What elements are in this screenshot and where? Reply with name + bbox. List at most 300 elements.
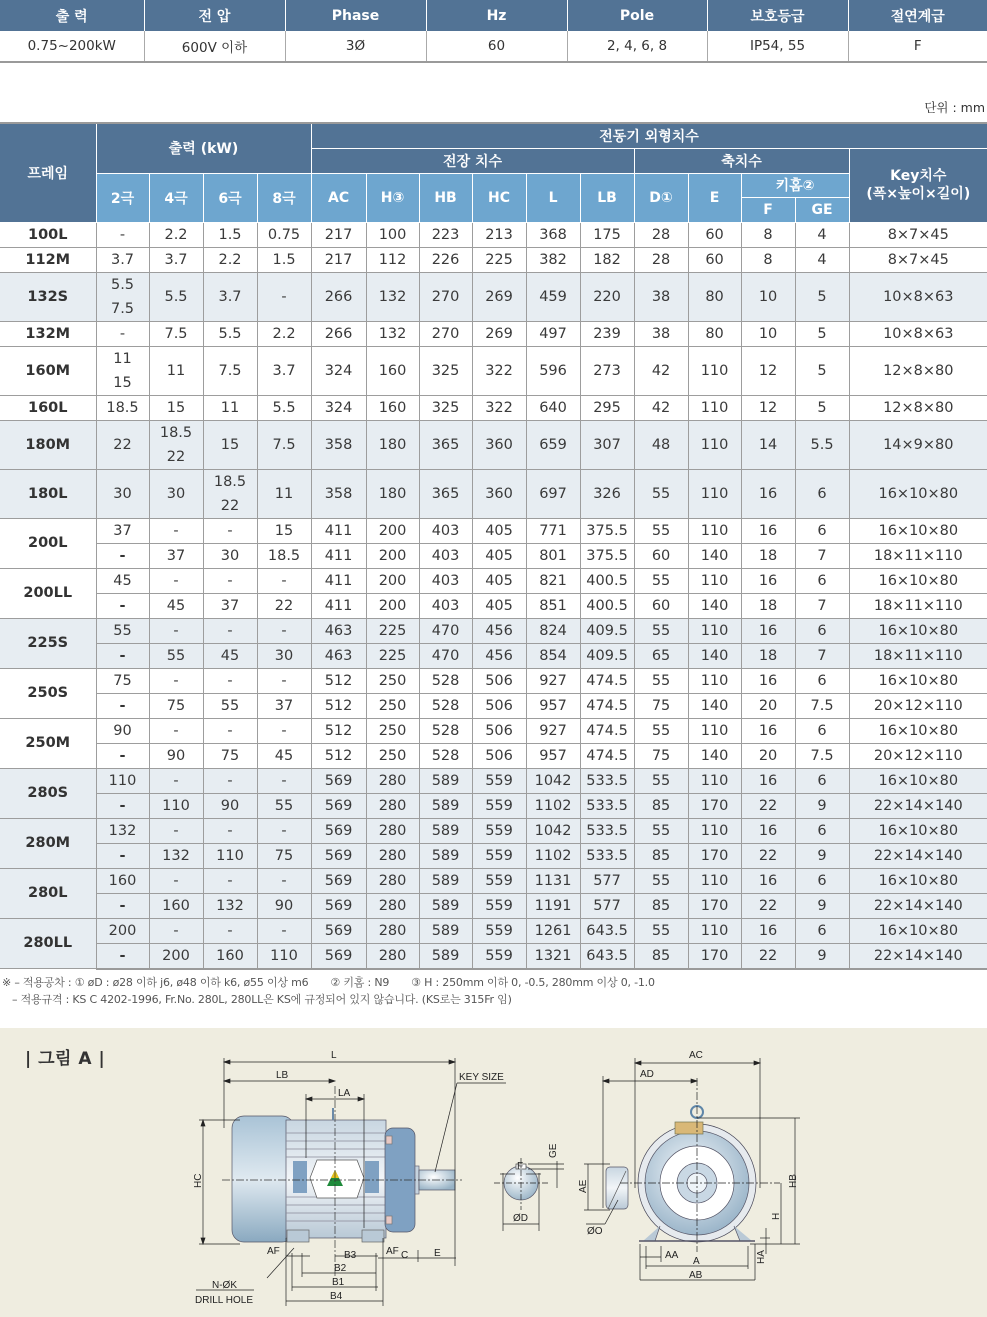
cell-h: 250: [366, 718, 419, 743]
header-key-size: [849, 148, 987, 222]
frame-cell: 200LL: [0, 568, 96, 618]
cell-hc: 559: [472, 768, 526, 793]
cell-f: 8: [741, 247, 795, 272]
cell-h: 250: [366, 668, 419, 693]
unit-label: 단위 : mm: [924, 100, 985, 115]
cell-p6: 132: [203, 893, 257, 918]
cell-e: 110: [688, 918, 741, 943]
label-ge: GE: [548, 1143, 559, 1158]
cell-ge: 5: [795, 395, 849, 420]
frame-cell: 100L: [0, 222, 96, 247]
cell-ge: 6: [795, 768, 849, 793]
cell-p4: -: [149, 918, 203, 943]
cell-ge: 6: [795, 818, 849, 843]
spec-hz: 60: [426, 31, 567, 62]
cell-ac: 217: [311, 222, 366, 247]
table-row: [0, 593, 987, 618]
cell-hc: 405: [472, 568, 526, 593]
cell-hb: 528: [419, 743, 472, 768]
cell-l: 459: [526, 272, 580, 321]
motor-dimension-drawing: [0, 1028, 987, 1317]
cell-p8: 1.5: [257, 247, 311, 272]
header-hb: HB: [419, 173, 472, 222]
cell-p4: -: [149, 668, 203, 693]
cell-f: 16: [741, 518, 795, 543]
cell-p6: -: [203, 718, 257, 743]
cell-p2: -: [96, 593, 149, 618]
cell-lb: 474.5: [580, 718, 634, 743]
cell-hb: 226: [419, 247, 472, 272]
cell-ge: 7: [795, 543, 849, 568]
cell-p8: 110: [257, 943, 311, 969]
cell-p2: 22: [96, 420, 149, 469]
label-b1: B1: [332, 1277, 345, 1288]
cell-p2: -: [96, 843, 149, 868]
cell-lb: 239: [580, 321, 634, 346]
cell-h: 250: [366, 743, 419, 768]
cell-d: 55: [634, 718, 688, 743]
cell-hc: 559: [472, 893, 526, 918]
cell-h: 280: [366, 793, 419, 818]
cell-key: 16×10×80: [849, 469, 987, 518]
cell-p4: 5.5: [149, 272, 203, 321]
header-hc: HC: [472, 173, 526, 222]
cell-ac: 358: [311, 420, 366, 469]
cell-f: 22: [741, 893, 795, 918]
cell-key: 20×12×110: [849, 743, 987, 768]
cell-p4: 75: [149, 693, 203, 718]
cell-e: 110: [688, 668, 741, 693]
table-row: [0, 346, 987, 395]
cell-ac: 569: [311, 793, 366, 818]
cell-p8: 11: [257, 469, 311, 518]
cell-l: 824: [526, 618, 580, 643]
cell-ac: 512: [311, 668, 366, 693]
cell-hb: 365: [419, 420, 472, 469]
cell-lb: 273: [580, 346, 634, 395]
cell-ac: 411: [311, 568, 366, 593]
cell-hc: 559: [472, 793, 526, 818]
cell-p4: 15: [149, 395, 203, 420]
header-keyway-group: 키홈②: [741, 173, 849, 197]
cell-ge: 4: [795, 247, 849, 272]
shaft-section-view: [494, 1158, 564, 1231]
cell-key: 10×8×63: [849, 321, 987, 346]
table-row: [0, 668, 987, 693]
cell-p4: -: [149, 518, 203, 543]
cell-d: 55: [634, 818, 688, 843]
cell-p2: -: [96, 643, 149, 668]
cell-lb: 533.5: [580, 843, 634, 868]
cell-l: 1102: [526, 793, 580, 818]
cell-p2: [96, 346, 149, 395]
cell-hb: 589: [419, 843, 472, 868]
cell-ac: 569: [311, 868, 366, 893]
cell-key: 22×14×140: [849, 943, 987, 969]
cell-d: 85: [634, 793, 688, 818]
cell-p6: 37: [203, 593, 257, 618]
cell-p4: 37: [149, 543, 203, 568]
cell-ge: 5: [795, 272, 849, 321]
table-row: [0, 469, 987, 518]
label-la: LA: [338, 1088, 351, 1099]
cell-p2-line: 11: [113, 350, 132, 367]
note-standard: – 적용규격 : KS C 4202-1996, Fr.No. 280L, 280LL은 KS에 규정되어 있지 않습니다. (KS로는 315Fr 임): [12, 992, 512, 1006]
cell-p8: 75: [257, 843, 311, 868]
cell-l: 927: [526, 668, 580, 693]
cell-p6: 75: [203, 743, 257, 768]
label-ac: AC: [689, 1050, 703, 1061]
cell-key: 12×8×80: [849, 395, 987, 420]
cell-ac: 266: [311, 321, 366, 346]
cell-p4: -: [149, 768, 203, 793]
cell-p2: -: [96, 222, 149, 247]
cell-hb: 270: [419, 321, 472, 346]
cell-f: 12: [741, 346, 795, 395]
cell-h: 280: [366, 943, 419, 969]
cell-f: 18: [741, 543, 795, 568]
header-output-group: 출력 (kW): [96, 123, 311, 173]
cell-lb: 577: [580, 893, 634, 918]
label-b4: B4: [330, 1291, 343, 1302]
label-ae: AE: [578, 1179, 589, 1193]
cell-f: 18: [741, 643, 795, 668]
cell-p6: 11: [203, 395, 257, 420]
dimension-table-body: [0, 222, 987, 969]
cell-hb: 325: [419, 346, 472, 395]
cell-p8: -: [257, 618, 311, 643]
cell-lb: 409.5: [580, 618, 634, 643]
spec-phase: 3Ø: [285, 31, 426, 62]
header-e: E: [688, 173, 741, 222]
cell-ac: 569: [311, 818, 366, 843]
cell-p8: 30: [257, 643, 311, 668]
eyebolt-shape: [332, 1108, 334, 1120]
cell-e: 110: [688, 469, 741, 518]
spec-pole: 2, 4, 6, 8: [567, 31, 707, 62]
cell-key: 22×14×140: [849, 893, 987, 918]
cell-p2: 200: [96, 918, 149, 943]
label-lb: LB: [276, 1070, 289, 1081]
frame-cell: 280L: [0, 868, 96, 918]
cell-key: 8×7×45: [849, 247, 987, 272]
label-hb: HB: [788, 1174, 799, 1188]
spec-output: 0.75~200kW: [0, 31, 144, 62]
cell-ac: 463: [311, 643, 366, 668]
label-drill-count: N-ØK: [212, 1280, 237, 1291]
cell-d: 42: [634, 346, 688, 395]
spec-header-voltage: 전 압: [144, 0, 285, 31]
header-key-size-title: Key치수: [890, 168, 947, 184]
cell-f: 16: [741, 868, 795, 893]
cell-p6: -: [203, 518, 257, 543]
cell-d: 75: [634, 743, 688, 768]
cell-p6: 45: [203, 643, 257, 668]
cell-p4-line: 22: [166, 448, 186, 465]
cell-hb: 589: [419, 893, 472, 918]
cell-p6: 3.7: [203, 272, 257, 321]
notes: [2, 975, 655, 1008]
cell-key: 22×14×140: [849, 843, 987, 868]
cell-p8: -: [257, 718, 311, 743]
cell-p4: 55: [149, 643, 203, 668]
cell-hb: 325: [419, 395, 472, 420]
cell-ac: 411: [311, 543, 366, 568]
cell-lb: 175: [580, 222, 634, 247]
cell-p6: 55: [203, 693, 257, 718]
cell-h: 280: [366, 868, 419, 893]
cell-e: 60: [688, 222, 741, 247]
cell-p4: 90: [149, 743, 203, 768]
cell-l: 596: [526, 346, 580, 395]
cell-p8: 37: [257, 693, 311, 718]
frame-cell: 132M: [0, 321, 96, 346]
cell-p2: -: [96, 943, 149, 969]
cell-ge: 9: [795, 793, 849, 818]
header-pole-6: 6극: [203, 173, 257, 222]
cell-p2: -: [96, 893, 149, 918]
cell-p8: -: [257, 918, 311, 943]
cell-f: 20: [741, 693, 795, 718]
cell-h: 180: [366, 469, 419, 518]
cell-ac: 463: [311, 618, 366, 643]
cell-p6: -: [203, 918, 257, 943]
cell-key: 18×11×110: [849, 643, 987, 668]
cell-l: 1261: [526, 918, 580, 943]
cell-hb: 470: [419, 618, 472, 643]
cell-f: 16: [741, 718, 795, 743]
cell-e: 110: [688, 518, 741, 543]
cell-hc: 506: [472, 718, 526, 743]
cell-hc: 405: [472, 543, 526, 568]
cell-e: 80: [688, 321, 741, 346]
cell-p4: 200: [149, 943, 203, 969]
table-row: [0, 395, 987, 420]
cell-p2: 75: [96, 668, 149, 693]
cell-hb: 589: [419, 768, 472, 793]
cell-e: 170: [688, 793, 741, 818]
cell-f: 10: [741, 272, 795, 321]
cell-lb: 400.5: [580, 593, 634, 618]
cell-e: 110: [688, 768, 741, 793]
cell-d: 42: [634, 395, 688, 420]
cell-p4: 45: [149, 593, 203, 618]
table-row: [0, 420, 987, 469]
figure-title: | 그림 A |: [25, 1049, 106, 1069]
cell-p6: -: [203, 568, 257, 593]
cell-p8: 45: [257, 743, 311, 768]
cell-f: 12: [741, 395, 795, 420]
cell-h: 225: [366, 618, 419, 643]
cell-hb: 403: [419, 568, 472, 593]
cell-d: 55: [634, 768, 688, 793]
cell-d: 65: [634, 643, 688, 668]
cell-key: 16×10×80: [849, 818, 987, 843]
spec-insulation: F: [848, 31, 987, 62]
cell-h: 200: [366, 593, 419, 618]
cell-p8: 0.75: [257, 222, 311, 247]
cell-p2: -: [96, 321, 149, 346]
cell-l: 851: [526, 593, 580, 618]
cell-lb: 220: [580, 272, 634, 321]
cell-f: 22: [741, 793, 795, 818]
cell-f: 18: [741, 593, 795, 618]
spec-protection: IP54, 55: [707, 31, 848, 62]
cell-ac: 217: [311, 247, 366, 272]
frame-cell: 280M: [0, 818, 96, 868]
cell-d: 55: [634, 918, 688, 943]
cell-hb: 589: [419, 918, 472, 943]
cell-ge: 6: [795, 568, 849, 593]
cell-e: 110: [688, 568, 741, 593]
cell-key: 16×10×80: [849, 518, 987, 543]
cell-key: 8×7×45: [849, 222, 987, 247]
cell-l: 368: [526, 222, 580, 247]
cell-d: 55: [634, 518, 688, 543]
cell-lb: 326: [580, 469, 634, 518]
cell-hc: 225: [472, 247, 526, 272]
cell-d: 55: [634, 568, 688, 593]
frame-cell: 132S: [0, 272, 96, 321]
cell-l: 1321: [526, 943, 580, 969]
cell-hc: 559: [472, 818, 526, 843]
frame-cell: 280S: [0, 768, 96, 818]
cell-ac: 411: [311, 518, 366, 543]
table-row: [0, 272, 987, 321]
cell-p4: -: [149, 718, 203, 743]
cell-e: 110: [688, 420, 741, 469]
cell-hc: 559: [472, 868, 526, 893]
cell-hb: 223: [419, 222, 472, 247]
frame-cell: 160L: [0, 395, 96, 420]
cell-p2: 110: [96, 768, 149, 793]
cell-hc: 322: [472, 395, 526, 420]
cell-ac: 324: [311, 395, 366, 420]
cell-h: 100: [366, 222, 419, 247]
table-row: [0, 943, 987, 969]
cell-f: 16: [741, 918, 795, 943]
table-row: [0, 718, 987, 743]
cell-hb: 270: [419, 272, 472, 321]
label-f: F: [517, 1161, 524, 1172]
cell-hb: 403: [419, 543, 472, 568]
table-row: [0, 568, 987, 593]
label-drill-hole: DRILL HOLE: [195, 1295, 253, 1306]
cell-hc: 322: [472, 346, 526, 395]
cell-d: 55: [634, 618, 688, 643]
cell-f: 20: [741, 743, 795, 768]
cell-key: 18×11×110: [849, 593, 987, 618]
cell-f: 16: [741, 668, 795, 693]
spec-voltage: 600V 이하: [144, 31, 285, 62]
cell-ge: 6: [795, 469, 849, 518]
spec-header-hz: Hz: [426, 0, 567, 31]
cell-hc: 405: [472, 593, 526, 618]
cell-key: 14×9×80: [849, 420, 987, 469]
note-keyway: ② 키홈 : N9: [330, 976, 390, 989]
label-o: ØO: [587, 1226, 603, 1237]
cell-ac: 266: [311, 272, 366, 321]
cell-d: 60: [634, 543, 688, 568]
cell-lb: 409.5: [580, 643, 634, 668]
dimension-table: [0, 122, 987, 970]
side-view: [196, 1058, 506, 1306]
cell-p6-line: 18.5: [213, 473, 247, 490]
cell-p2: 30: [96, 469, 149, 518]
table-row: [0, 543, 987, 568]
cell-ac: 512: [311, 743, 366, 768]
cell-d: 85: [634, 893, 688, 918]
cell-p4: 7.5: [149, 321, 203, 346]
note-line-1: [2, 975, 655, 992]
cell-hb: 589: [419, 793, 472, 818]
cell-d: 55: [634, 868, 688, 893]
cell-p6: 7.5: [203, 346, 257, 395]
table-row: [0, 918, 987, 943]
note-h-tolerance: ③ H : 250mm 이하 0, -0.5, 280mm 이상 0, -1.0: [411, 976, 655, 989]
cell-ge: 7.5: [795, 743, 849, 768]
cell-hc: 456: [472, 618, 526, 643]
cell-p8: -: [257, 272, 311, 321]
cell-hc: 456: [472, 643, 526, 668]
cell-hc: 269: [472, 272, 526, 321]
cell-lb: 577: [580, 868, 634, 893]
table-row: [0, 843, 987, 868]
label-h: H: [771, 1212, 782, 1220]
cell-e: 170: [688, 893, 741, 918]
cell-h: 200: [366, 518, 419, 543]
cell-f: 10: [741, 321, 795, 346]
frame-cell: 180M: [0, 420, 96, 469]
cell-key: 16×10×80: [849, 568, 987, 593]
table-row: [0, 222, 987, 247]
header-pole-8: 8극: [257, 173, 311, 222]
cell-p8: -: [257, 668, 311, 693]
cell-p2: 37: [96, 518, 149, 543]
label-af-right: AF: [386, 1246, 399, 1257]
cell-p6-line: 22: [220, 497, 240, 514]
cell-lb: 643.5: [580, 943, 634, 969]
cell-p2: -: [96, 543, 149, 568]
table-row: [0, 768, 987, 793]
cell-p2: [96, 272, 149, 321]
cell-d: 75: [634, 693, 688, 718]
cell-key: 16×10×80: [849, 718, 987, 743]
cell-p8: 22: [257, 593, 311, 618]
label-ab: AB: [689, 1270, 703, 1281]
cell-l: 697: [526, 469, 580, 518]
cell-p6: 30: [203, 543, 257, 568]
label-a: A: [693, 1256, 700, 1267]
cell-ge: 5.5: [795, 420, 849, 469]
cell-e: 140: [688, 593, 741, 618]
cell-p6: -: [203, 818, 257, 843]
frame-cell: 250S: [0, 668, 96, 718]
header-ge: GE: [795, 197, 849, 222]
cell-hc: 360: [472, 469, 526, 518]
fan-cover-shape: [232, 1116, 294, 1242]
cell-p2: 45: [96, 568, 149, 593]
figure-a: [0, 1028, 987, 1317]
cell-p8: -: [257, 868, 311, 893]
frame-cell: 225S: [0, 618, 96, 668]
cell-l: 497: [526, 321, 580, 346]
label-b2: B2: [334, 1263, 347, 1274]
header-d: D①: [634, 173, 688, 222]
cell-key: 16×10×80: [849, 768, 987, 793]
label-af-left: AF: [267, 1246, 280, 1257]
cell-h: 180: [366, 420, 419, 469]
